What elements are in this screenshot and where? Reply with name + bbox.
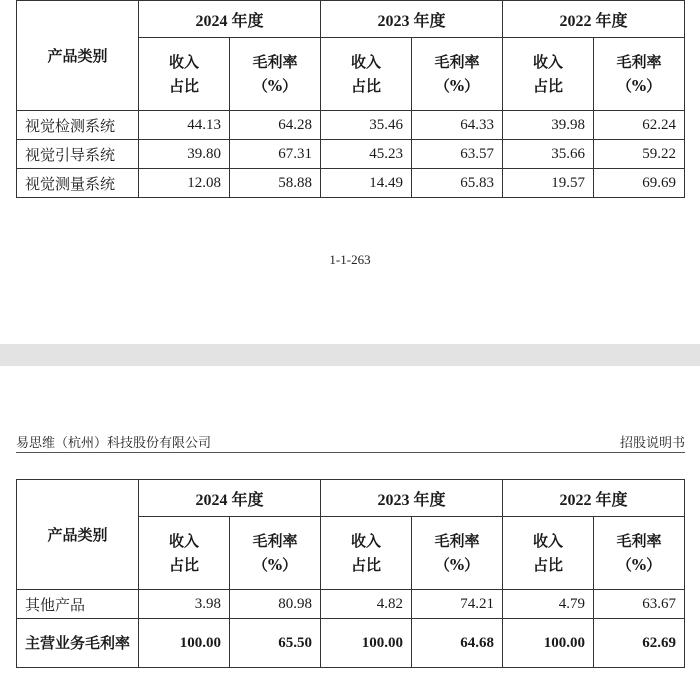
table-row — [17, 111, 685, 140]
total-row — [17, 619, 685, 668]
cell-value: 12.08 — [139, 169, 230, 198]
page-bottom — [0, 366, 700, 679]
total-value: 65.50 — [230, 619, 321, 668]
total-row-name: 主营业务毛利率 — [17, 619, 139, 668]
cell-value: 65.83 — [412, 169, 503, 198]
cell-value: 35.46 — [321, 111, 412, 140]
gross-margin-table-bottom — [16, 479, 685, 668]
sub-header-margin: 毛利率 （%） — [412, 517, 503, 590]
cell-value: 19.57 — [503, 169, 594, 198]
row-name: 视觉引导系统 — [17, 140, 139, 169]
sub-header-share: 收入 占比 — [139, 517, 230, 590]
total-value: 64.68 — [412, 619, 503, 668]
table-row — [17, 169, 685, 198]
cell-value: 64.33 — [412, 111, 503, 140]
cell-value: 74.21 — [412, 590, 503, 619]
row-name: 视觉检测系统 — [17, 111, 139, 140]
year-header-2023: 2023 年度 — [321, 1, 503, 38]
cell-value: 58.88 — [230, 169, 321, 198]
cell-value: 62.24 — [594, 111, 685, 140]
sub-header-margin: 毛利率 （%） — [230, 517, 321, 590]
document-type: 招股说明书 — [619, 436, 685, 451]
cell-value: 80.98 — [230, 590, 321, 619]
total-value: 100.00 — [139, 619, 230, 668]
year-header-2024: 2024 年度 — [139, 480, 321, 517]
category-header: 产品类别 — [17, 480, 139, 590]
cell-value: 45.23 — [321, 140, 412, 169]
total-value: 62.69 — [594, 619, 685, 668]
cell-value: 64.28 — [230, 111, 321, 140]
sub-header-margin: 毛利率 （%） — [412, 38, 503, 111]
category-header: 产品类别 — [17, 1, 139, 111]
cell-value: 4.79 — [503, 590, 594, 619]
sub-header-share: 收入 占比 — [503, 38, 594, 111]
sub-header-margin: 毛利率 （%） — [594, 38, 685, 111]
year-header-2023: 2023 年度 — [321, 480, 503, 517]
sub-header-share: 收入 占比 — [321, 38, 412, 111]
document-header — [16, 430, 685, 453]
sub-header-share: 收入 占比 — [139, 38, 230, 111]
cell-value: 4.82 — [321, 590, 412, 619]
sub-header-share: 收入 占比 — [321, 517, 412, 590]
company-name: 易思维（杭州）科技股份有限公司 — [16, 436, 212, 451]
page-number: 1-1-263 — [329, 252, 371, 267]
cell-value: 67.31 — [230, 140, 321, 169]
sub-header-share: 收入 占比 — [503, 517, 594, 590]
cell-value: 35.66 — [503, 140, 594, 169]
page-separator — [0, 344, 700, 366]
gross-margin-table-top — [16, 0, 685, 198]
cell-value: 3.98 — [139, 590, 230, 619]
cell-value: 14.49 — [321, 169, 412, 198]
cell-value: 39.80 — [139, 140, 230, 169]
row-name: 其他产品 — [17, 590, 139, 619]
cell-value: 39.98 — [503, 111, 594, 140]
sub-header-margin: 毛利率 （%） — [594, 517, 685, 590]
cell-value: 63.57 — [412, 140, 503, 169]
sub-header-margin: 毛利率 （%） — [230, 38, 321, 111]
cell-value: 63.67 — [594, 590, 685, 619]
table-row — [17, 140, 685, 169]
cell-value: 59.22 — [594, 140, 685, 169]
total-value: 100.00 — [503, 619, 594, 668]
year-header-2022: 2022 年度 — [503, 480, 685, 517]
year-header-2022: 2022 年度 — [503, 1, 685, 38]
row-name: 视觉测量系统 — [17, 169, 139, 198]
year-header-2024: 2024 年度 — [139, 1, 321, 38]
cell-value: 44.13 — [139, 111, 230, 140]
table-row — [17, 590, 685, 619]
total-value: 100.00 — [321, 619, 412, 668]
cell-value: 69.69 — [594, 169, 685, 198]
